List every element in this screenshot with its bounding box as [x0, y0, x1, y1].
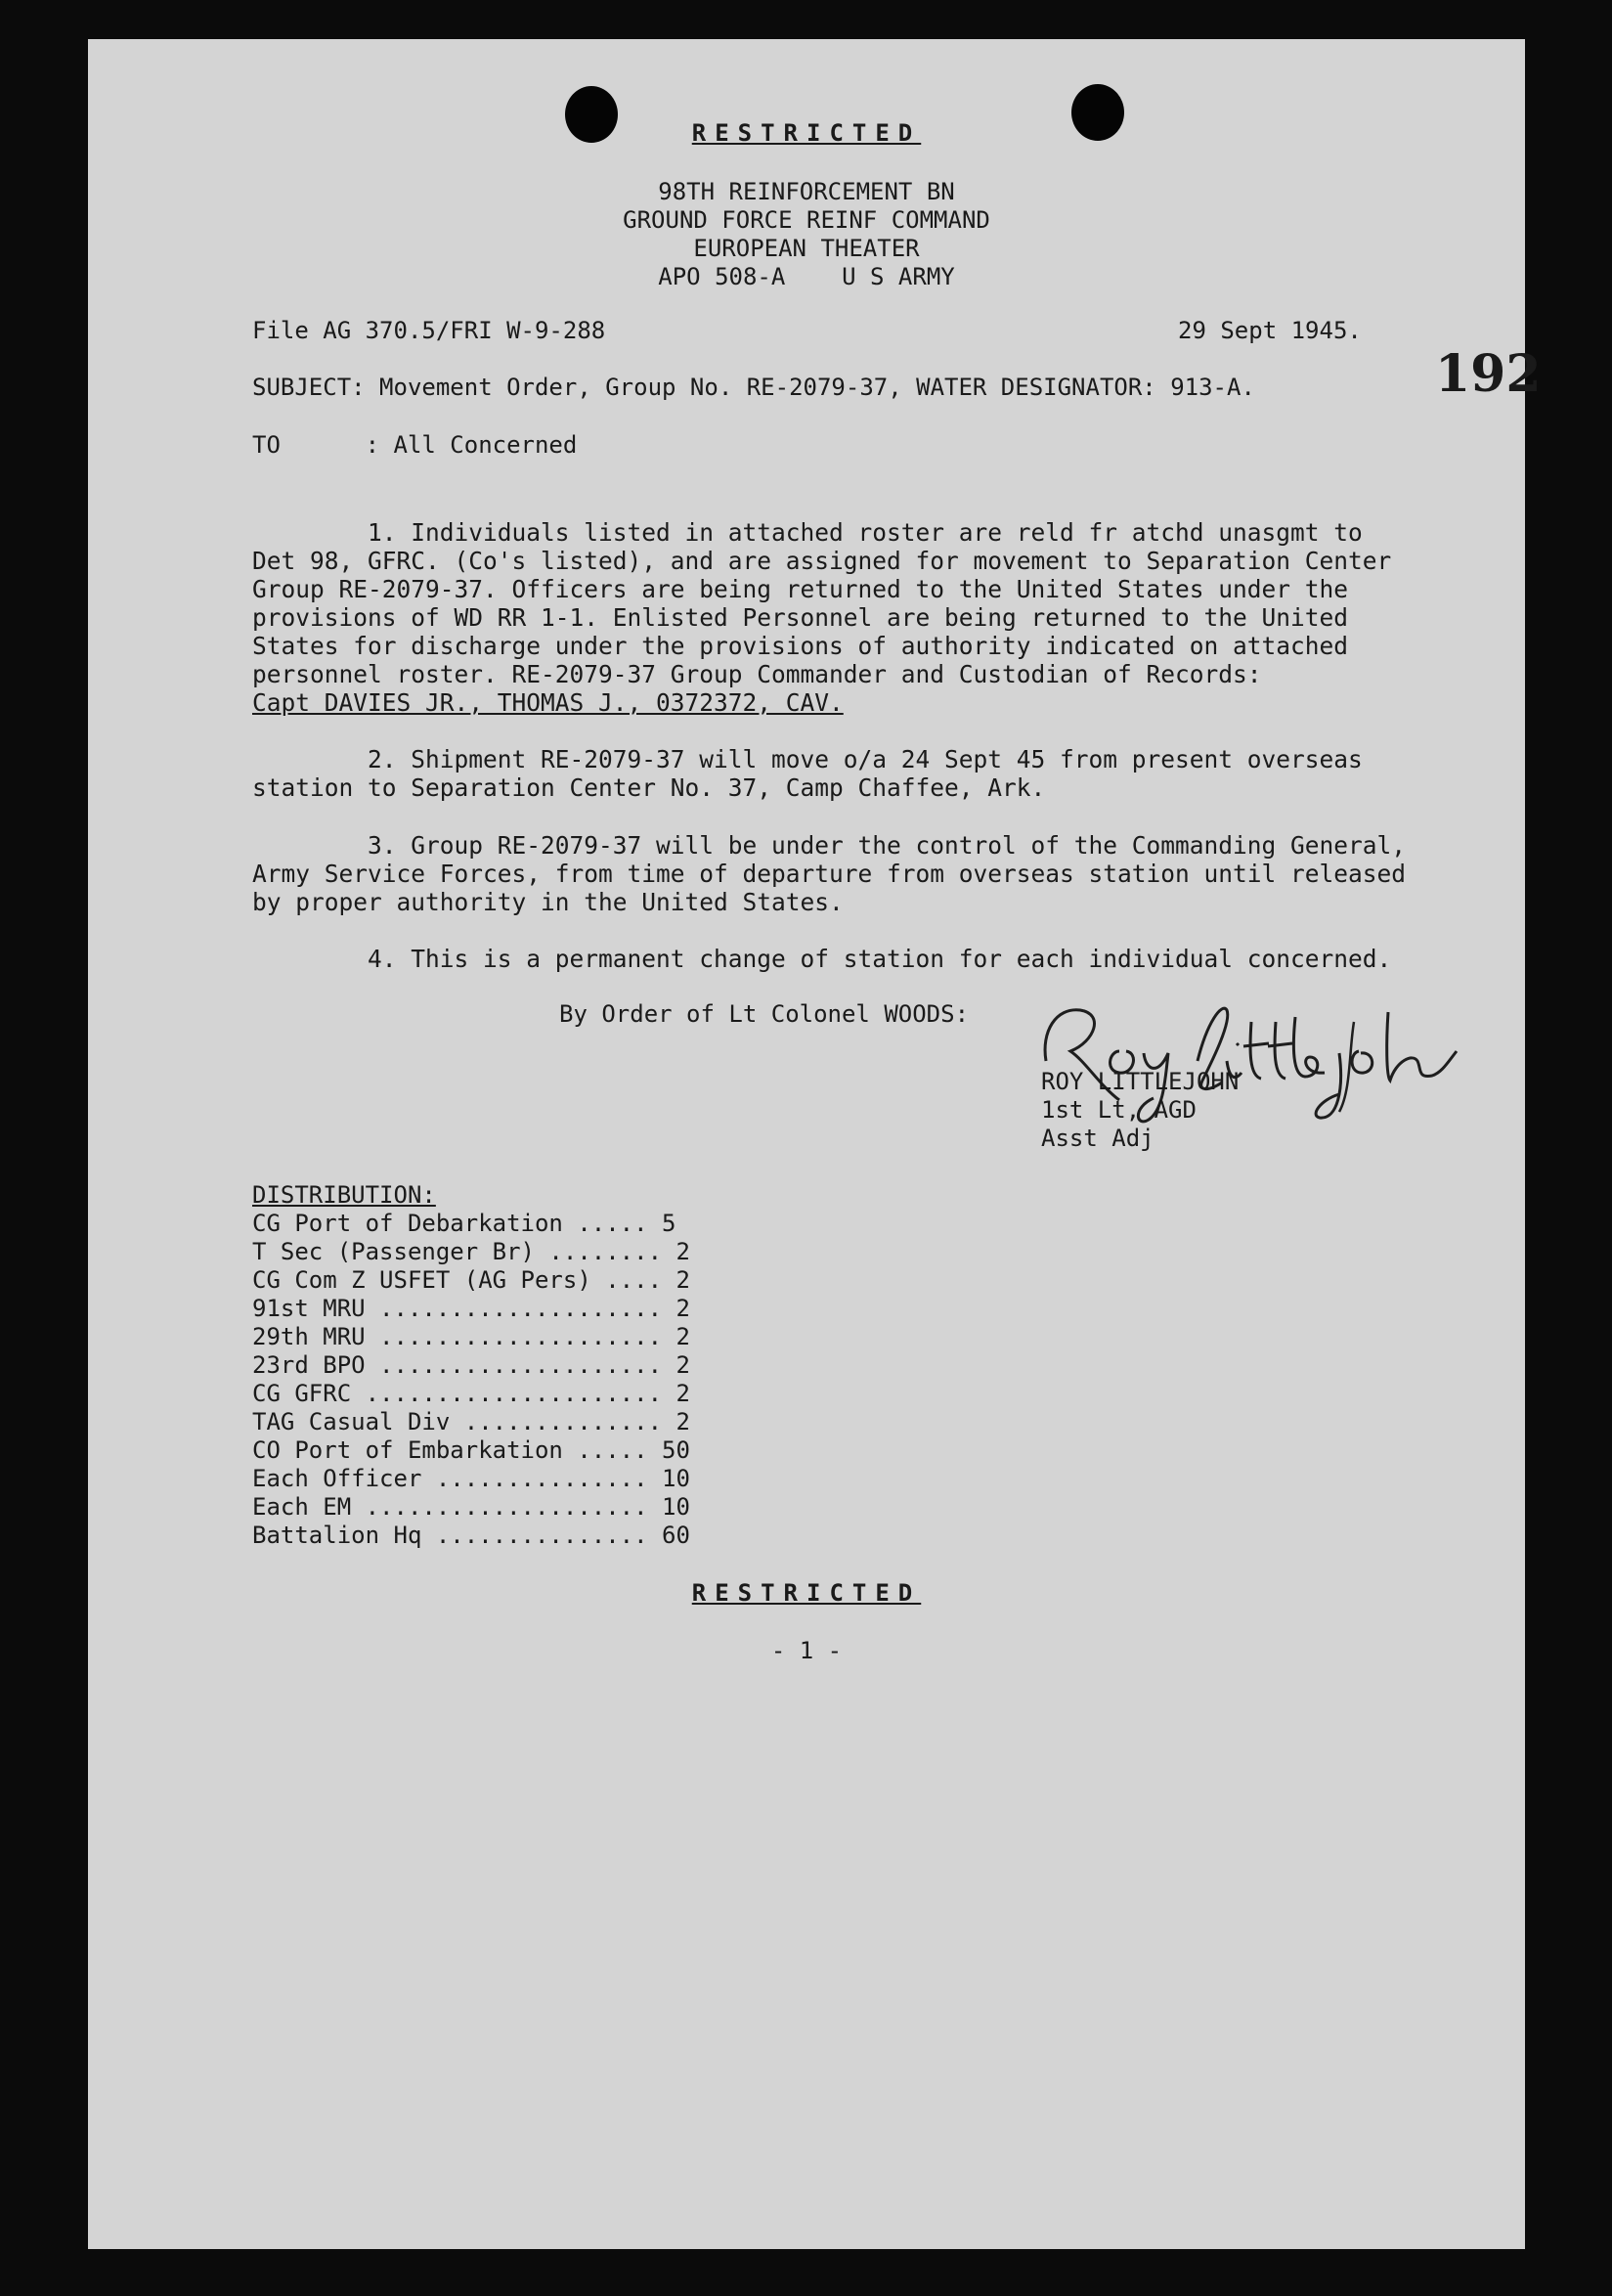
classification-bottom: RESTRICTED — [691, 1579, 922, 1607]
unit-line: GROUND FORCE REINF COMMAND — [623, 206, 990, 234]
custodian-line: Capt DAVIES JR., THOMAS J., 0372372, CAV. — [252, 688, 844, 717]
distribution-entry: CG GFRC ..................... 2 — [252, 1380, 690, 1407]
paragraph-line: Det 98, GFRC. (Co's listed), and are assigned for movement to Separation Center — [252, 547, 1392, 575]
distribution-entry: Each EM .................... 10 — [252, 1493, 690, 1521]
paragraph-line: 3. Group RE-2079-37 will be under the control of the Commanding General, — [252, 831, 1407, 860]
distribution-heading: DISTRIBUTION: — [252, 1181, 436, 1209]
distribution-entry: Battalion Hq ............... 60 — [252, 1522, 690, 1549]
paragraph-line: station to Separation Center No. 37, Camp Chaffee, Ark. — [252, 773, 1046, 802]
document-page — [88, 39, 1542, 2249]
paragraph-line: Group RE-2079-37. Officers are being returned to the United States under the — [252, 575, 1349, 603]
paragraph-line: 2. Shipment RE-2079-37 will move o/a 24 Sept 45 from present overseas — [252, 745, 1363, 773]
to-line: TO : All Concerned — [252, 431, 578, 459]
page-stamp-number: 192 — [1435, 344, 1542, 404]
paragraph-line: 1. Individuals listed in attached roster are reld fr atchd unasgmt to — [252, 518, 1363, 547]
signer-rank: 1st Lt, AGD — [1041, 1096, 1197, 1124]
paragraph-line: by proper authority in the United States. — [252, 888, 844, 916]
paragraph-4: 4. This is a permanent change of station for each individual concerned. — [252, 945, 1392, 973]
distribution-entry: CG Port of Debarkation ..... 5 — [252, 1210, 676, 1237]
distribution-entry: T Sec (Passenger Br) ........ 2 — [252, 1238, 690, 1265]
subject-line: SUBJECT: Movement Order, Group No. RE-2079-37, WATER DESIGNATOR: 913-A. — [252, 374, 1255, 401]
page-number: - 1 - — [770, 1637, 843, 1664]
paragraph-line: States for discharge under the provisions of authority indicated on attached — [252, 632, 1349, 660]
paragraph-line: provisions of WD RR 1-1. Enlisted Personnel are being returned to the United — [252, 603, 1349, 632]
paragraph-line: personnel roster. RE-2079-37 Group Commander and Custodian of Records: — [252, 660, 1262, 688]
unit-line: 98TH REINFORCEMENT BN — [658, 178, 955, 205]
distribution-entry: 23rd BPO .................... 2 — [252, 1351, 690, 1379]
distribution-entry: 29th MRU .................... 2 — [252, 1323, 690, 1350]
classification-top: RESTRICTED — [691, 119, 922, 147]
distribution-entry: CO Port of Embarkation ..... 50 — [252, 1436, 690, 1464]
distribution-entry: 91st MRU .................... 2 — [252, 1295, 690, 1322]
file-reference: File AG 370.5/FRI W-9-288 — [252, 317, 606, 344]
unit-line: EUROPEAN THEATER — [693, 235, 920, 262]
distribution-entry: TAG Casual Div .............. 2 — [252, 1408, 690, 1435]
distribution-entry: Each Officer ............... 10 — [252, 1465, 690, 1492]
signer-name: ROY LITTLEJOHN — [1041, 1068, 1240, 1095]
unit-line: APO 508-A U S ARMY — [658, 263, 955, 290]
order-by-line: By Order of Lt Colonel WOODS: — [559, 1000, 970, 1028]
paragraph-line: Army Service Forces, from time of departure from overseas station until released — [252, 860, 1407, 888]
signer-title: Asst Adj — [1041, 1125, 1155, 1152]
document-date: 29 Sept 1945. — [1178, 317, 1362, 344]
distribution-entry: CG Com Z USFET (AG Pers) .... 2 — [252, 1266, 690, 1294]
